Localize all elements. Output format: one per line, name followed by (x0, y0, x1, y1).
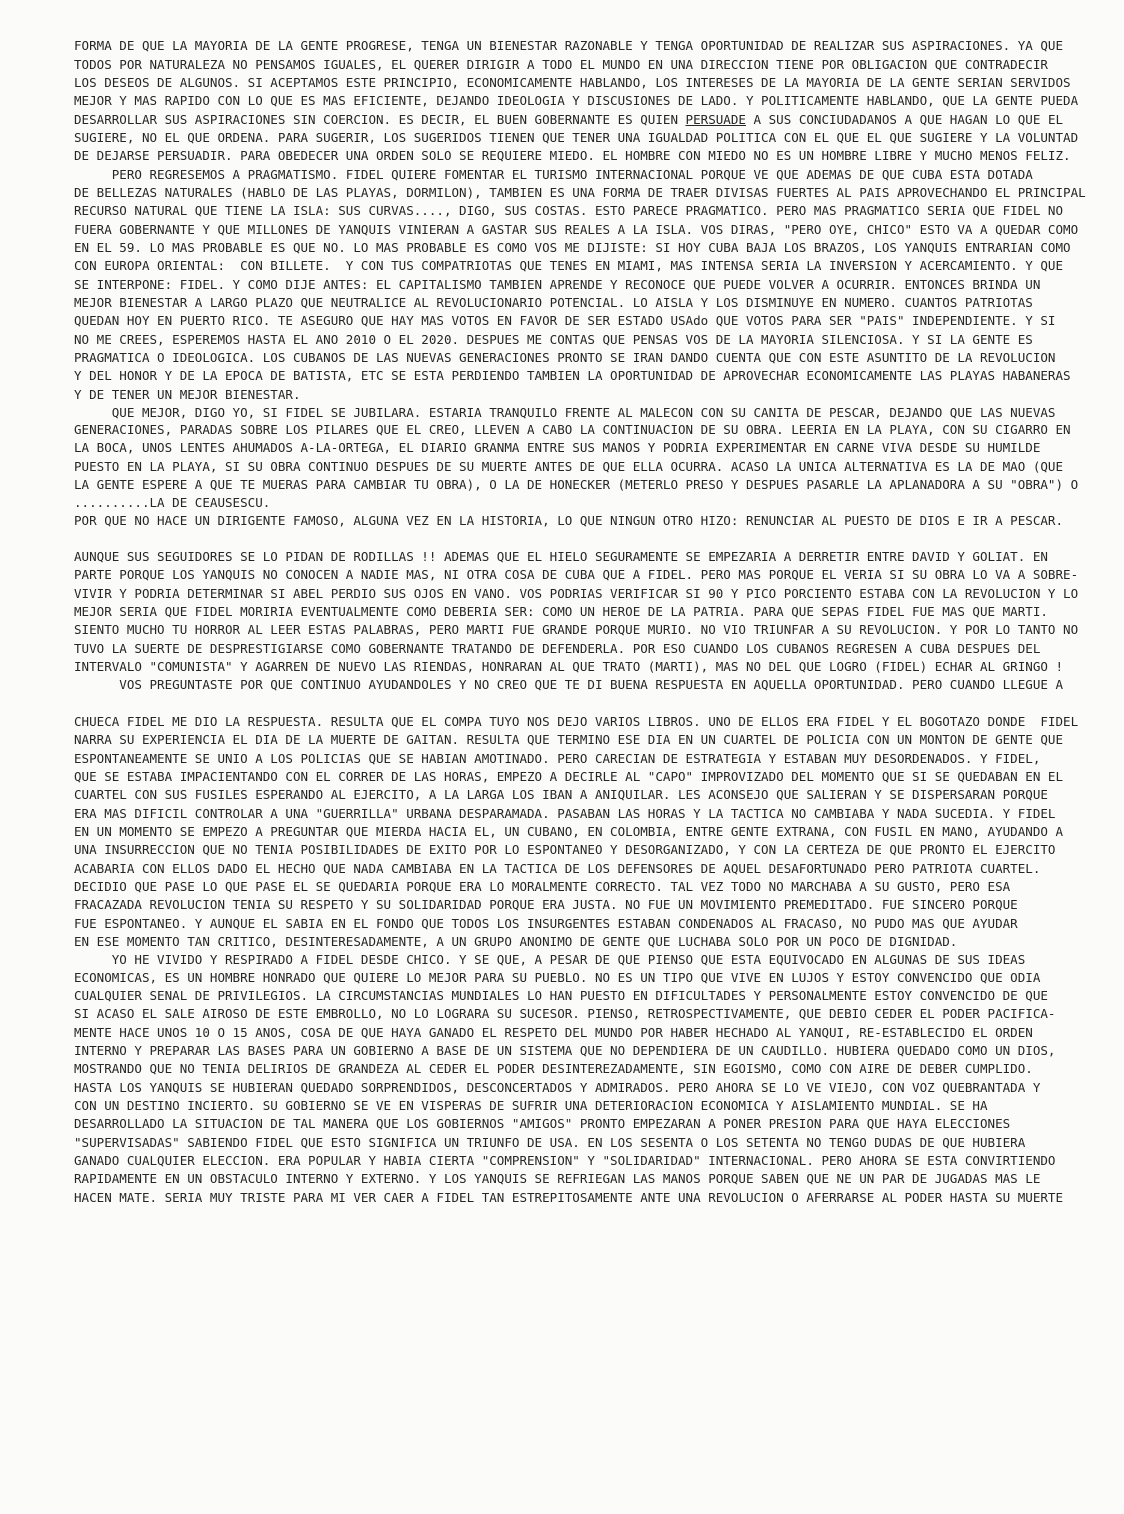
text-line: EN ESE MOMENTO TAN CRITICO, DESINTERESADAMENTE, A UN GRUPO ANONIMO DE GENTE QUE LUCHABA SOLO POR UN POCO DE DIGNIDAD. (74, 934, 958, 949)
text-line: CHUECA FIDEL ME DIO LA RESPUESTA. RESULTA QUE EL COMPA TUYO NOS DEJO VARIOS LIBROS. UNO DE ELLOS ERA FIDEL Y EL BOGOTAZO DONDE FIDEL (74, 714, 1079, 729)
text-line: CON UN DESTINO INCIERTO. SU GOBIERNO SE VE EN VISPERAS DE SUFRIR UNA DETERIORACION ECONOMICA Y AISLAMIENTO MUNDIAL. SE HA (74, 1098, 988, 1113)
text-line: DE BELLEZAS NATURALES (HABLO DE LAS PLAYAS, DORMILON), TAMBIEN ES UNA FORMA DE TRAER DIVISAS FUERTES AL PAIS APROVECHANDO EL PRINCIPAL (74, 185, 1086, 200)
text-line: DESARROLLADO LA SITUACION DE TAL MANERA QUE LOS GOBIERNOS "AMIGOS" PRONTO EMPEZARAN A PONER PRESION PARA QUE HAYA ELECCIONES (74, 1116, 1011, 1131)
text-line: GANADO CUALQUIER ELECCION. ERA POPULAR Y HABIA CIERTA "COMPRENSION" Y "SOLIDARIDAD" INTERNACIONAL. PERO AHORA SE ESTA CONVIRTIENDO (74, 1153, 1056, 1168)
text-line: RAPIDAMENTE EN UN OBSTACULO INTERNO Y EXTERNO. Y LOS YANQUIS SE REFRIEGAN LAS MANOS PORQUE SABEN QUE NE UN PAR DE JUGADAS MAS LE (74, 1171, 1041, 1186)
text-line: AUNQUE SUS SEGUIDORES SE LO PIDAN DE RODILLAS !! ADEMAS QUE EL HIELO SEGURAMENTE SE EMPEZARIA A DERRETIR ENTRE DAVID Y GOLIAT. EN (74, 549, 1048, 564)
text-line: SUGIERE, NO EL QUE ORDENA. PARA SUGERIR, LOS SUGERIDOS TIENEN QUE TENER UNA IGUALDAD POLITICA CON EL QUE EL QUE SUGIERE Y LA VOLUNTAD (74, 130, 1079, 145)
text-line: VOS PREGUNTASTE POR QUE CONTINUO AYUDANDOLES Y NO CREO QUE TE DI BUENA RESPUESTA EN AQUELLA OPORTUNIDAD. PERO CUANDO LLEGUE A (74, 677, 1064, 692)
text-line: CUALQUIER SENAL DE PRIVILEGIOS. LA CIRCUMSTANCIAS MUNDIALES LO HAN PUESTO EN DIFICULTADES Y PERSONALMENTE ESTOY CONVENCIDO DE QUE (74, 988, 1048, 1003)
text-line: PERO REGRESEMOS A PRAGMATISMO. FIDEL QUIERE FOMENTAR EL TURISMO INTERNACIONAL PORQUE VE QUE ADEMAS DE QUE CUBA ESTA DOTADA (74, 167, 1033, 182)
text-line: ECONOMICAS, ES UN HOMBRE HONRADO QUE QUIERE LO MEJOR PARA SU PUEBLO. NO ES UN TIPO QUE VIVE EN LUJOS Y ESTOY CONVENCIDO QUE ODIA (74, 970, 1041, 985)
text-line: CON EUROPA ORIENTAL: CON BILLETE. Y CON TUS COMPATRIOTAS QUE TENES EN MIAMI, MAS INTENSA SERIA LA INVERSION Y ACERCAMIENTO. Y QUE (74, 258, 1064, 273)
text-line: INTERNO Y PREPARAR LAS BASES PARA UN GOBIERNO A BASE DE UN SISTEMA QUE NO DEPENDIERA DE UN CAUDILLO. HUBIERA QUEDADO COMO UN DIOS, (74, 1043, 1056, 1058)
text-line: Y DEL HONOR Y DE LA EPOCA DE BATISTA, ETC SE ESTA PERDIENDO TAMBIEN LA OPORTUNIDAD DE APROVECHAR ECONOMICAMENTE LAS PLAYAS HABANERAS (74, 368, 1071, 383)
text-line: FUERA GOBERNANTE Y QUE MILLONES DE YANQUIS VINIERAN A GASTAR SUS REALES A LA ISLA. VOS DIRAS, "PERO OYE, CHICO" ESTO VA A QUEDAR COMO (74, 222, 1079, 237)
text-line: SIENTO MUCHO TU HORROR AL LEER ESTAS PALABRAS, PERO MARTI FUE GRANDE PORQUE MURIO. NO VIO TRIUNFAR A SU REVOLUCION. Y POR LO TANTO NO (74, 622, 1079, 637)
text-line: GENERACIONES, PARADAS SOBRE LOS PILARES QUE EL CREO, LLEVEN A CABO LA CONTINUACION DE SU OBRA. LEERIA EN LA PLAYA, CON SU CIGARRO EN (74, 422, 1071, 437)
text-line: LA GENTE ESPERE A QUE TE MUERAS PARA CAMBIAR TU OBRA), O LA DE HONECKER (METERLO PRESO Y DESPUES PASARLE LA APLANADORA A SU "OBRA") O (74, 477, 1079, 492)
text-line: DESARROLLAR SUS ASPIRACIONES SIN COERCION. ES DECIR, EL BUEN GOBERNANTE ES QUIEN PERSUADE A SUS CONCIUDADANOS A QUE HAGAN LO QUE EL (74, 112, 1064, 127)
text-line: DE DEJARSE PERSUADIR. PARA OBEDECER UNA ORDEN SOLO SE REQUIERE MIEDO. EL HOMBRE CON MIEDO NO ES UN HOMBRE LIBRE Y MUCHO MENOS FELIZ. (74, 148, 1071, 163)
text-line: ..........LA DE CEAUSESCU. (74, 495, 271, 510)
text-line: ESPONTANEAMENTE SE UNIO A LOS POLICIAS QUE SE HABIAN AMOTINADO. PERO CARECIAN DE ESTRATEGIA Y ESTABAN MUY DESORDENADOS. Y FIDEL, (74, 751, 1041, 766)
text-line: YO HE VIVIDO Y RESPIRADO A FIDEL DESDE CHICO. Y SE QUE, A PESAR DE QUE PIENSO QUE ESTA EQUIVOCADO EN ALGUNAS DE SUS IDEAS (74, 952, 1026, 967)
text-line: LA BOCA, UNOS LENTES AHUMADOS A-LA-ORTEGA, EL DIARIO GRANMA ENTRE SUS MANOS Y PODRIA EXPERIMENTAR EN CARNE VIVA DESDE SU HUMILDE (74, 440, 1041, 455)
text-line: QUEDAN HOY EN PUERTO RICO. TE ASEGURO QUE HAY MAS VOTOS EN FAVOR DE SER ESTADO USAdo QUE VOTOS PARA SER "PAIS" INDEPENDIENTE. Y SI (74, 313, 1056, 328)
text-line: HASTA LOS YANQUIS SE HUBIERAN QUEDADO SORPRENDIDOS, DESCONCERTADOS Y ADMIRADOS. PERO AHORA SE LO VE VIEJO, CON VOZ QUEBRANTADA Y (74, 1080, 1041, 1095)
underlined-word: PERSUADE (685, 112, 746, 127)
text-line: LOS DESEOS DE ALGUNOS. SI ACEPTAMOS ESTE PRINCIPIO, ECONOMICAMENTE HABLANDO, LOS INTERESES DE LA MAYORIA DE LA GENTE SERIAN SERVIDOS (74, 75, 1071, 90)
text-line: PARTE PORQUE LOS YANQUIS NO CONOCEN A NADIE MAS, NI OTRA COSA DE CUBA QUE A FIDEL. PERO MAS PORQUE EL VERIA SI SU OBRA LO VA A SOBRE- (74, 567, 1079, 582)
text-line: FORMA DE QUE LA MAYORIA DE LA GENTE PROGRESE, TENGA UN BIENESTAR RAZONABLE Y TENGA OPORTUNIDAD DE REALIZAR SUS ASPIRACIONES. YA QUE (74, 38, 1064, 53)
text-line: HACEN MATE. SERIA MUY TRISTE PARA MI VER CAER A FIDEL TAN ESTREPITOSAMENTE ANTE UNA REVOLUCION O AFERRARSE AL PODER HASTA SU MUERTE (74, 1190, 1064, 1205)
text-line: SI ACASO EL SALE AIROSO DE ESTE EMBROLLO, NO LO LOGRARA SU SUCESOR. PIENSO, RETROSPECTIVAMENTE, QUE DEBIO CEDER EL PODER PACIFICA- (74, 1006, 1056, 1021)
text-line: NARRA SU EXPERIENCIA EL DIA DE LA MUERTE DE GAITAN. RESULTA QUE TERMINO ESE DIA EN UN CUARTEL DE POLICIA CON UN MONTON DE GENTE QUE (74, 732, 1064, 747)
text-line: MEJOR Y MAS RAPIDO CON LO QUE ES MAS EFICIENTE, DEJANDO IDEOLOGIA Y DISCUSIONES DE LADO. Y POLITICAMENTE HABLANDO, QUE LA GENTE PUEDA (74, 93, 1079, 108)
text-line: NO ME CREES, ESPEREMOS HASTA EL ANO 2010 O EL 2020. DESPUES ME CONTAS QUE PENSAS VOS DE LA MAYORIA SILENCIOSA. Y SI LA GENTE ES (74, 332, 1033, 347)
text-line: PUESTO EN LA PLAYA, SI SU OBRA CONTINUO DESPUES DE SU MUERTE ANTES DE QUE ELLA OCURRA. ACASO LA UNICA ALTERNATIVA ES LA DE MAO (QUE (74, 459, 1064, 474)
text-line: "SUPERVISADAS" SABIENDO FIDEL QUE ESTO SIGNIFICA UN TRIUNFO DE USA. EN LOS SESENTA O LOS SETENTA NO TENGO DUDAS DE QUE HUBIERA (74, 1135, 1026, 1150)
text-line: UNA INSURRECCION QUE NO TENIA POSIBILIDADES DE EXITO POR LO ESPONTANEO Y DESORGANIZADO, Y CON LA CERTEZA DE QUE PRONTO EL EJERCITO (74, 842, 1056, 857)
text-line: PRAGMATICA O IDEOLOGICA. LOS CUBANOS DE LAS NUEVAS GENERACIONES PRONTO SE IRAN DANDO CUENTA QUE CON ESTE ASUNTITO DE LA REVOLUCION (74, 350, 1056, 365)
text-line: MEJOR SERIA QUE FIDEL MORIRIA EVENTUALMENTE COMO DEBERIA SER: COMO UN HEROE DE LA PATRIA. PARA QUE SEPAS FIDEL FUE MAS QUE MARTI. (74, 604, 1048, 619)
text-line: TUVO LA SUERTE DE DESPRESTIGIARSE COMO GOBERNANTE TRATANDO DE DEFENDERLA. POR ESO CUANDO LOS CUBANOS REGRESEN A CUBA DESPUES DEL (74, 641, 1041, 656)
text-line: QUE MEJOR, DIGO YO, SI FIDEL SE JUBILARA. ESTARIA TRANQUILO FRENTE AL MALECON CON SU CANITA DE PESCAR, DEJANDO QUE LAS NUEVAS (74, 405, 1056, 420)
text-line: MEJOR BIENESTAR A LARGO PLAZO QUE NEUTRALICE AL REVOLUCIONARIO POTENCIAL. LO AISLA Y LOS DISMINUYE EN NUMERO. CUANTOS PATRIOTAS (74, 295, 1033, 310)
text-line: Y DE TENER UN MEJOR BIENESTAR. (74, 387, 301, 402)
text-line: EN UN MOMENTO SE EMPEZO A PREGUNTAR QUE MIERDA HACIA EL, UN CUBANO, EN COLOMBIA, ENTRE GENTE EXTRANA, CON FUSIL EN MANO, AYUDANDO A (74, 824, 1064, 839)
text-line: POR QUE NO HACE UN DIRIGENTE FAMOSO, ALGUNA VEZ EN LA HISTORIA, LO QUE NINGUN OTRO HIZO: RENUNCIAR AL PUESTO DE DIOS E IR A PESCAR. (74, 513, 1064, 528)
text-line: RECURSO NATURAL QUE TIENE LA ISLA: SUS CURVAS...., DIGO, SUS COSTAS. ESTO PARECE PRAGMATICO. PERO MAS PRAGMATICO SERIA QUE FIDEL NO (74, 203, 1064, 218)
text-line: DECIDIO QUE PASE LO QUE PASE EL SE QUEDARIA PORQUE ERA LO MORALMENTE CORRECTO. TAL VEZ TODO NO MARCHABA A SU GUSTO, PERO ESA (74, 879, 1011, 894)
text-line: CUARTEL CON SUS FUSILES ESPERANDO AL EJERCITO, A LA LARGA LOS IBAN A ANIQUILAR. LES ACONSEJO QUE SALIERAN Y SE DISPERSARAN PORQUE (74, 787, 1048, 802)
text-line: ERA MAS DIFICIL CONTROLAR A UNA "GUERRILLA" URBANA DESPARAMADA. PASABAN LAS HORAS Y LA TACTICA NO CAMBIABA Y NADA SUCEDIA. Y FIDEL (74, 806, 1056, 821)
text-line: TODOS POR NATURALEZA NO PENSAMOS IGUALES, EL QUERER DIRIGIR A TODO EL MUNDO EN UNA DIRECCION TIENE POR OBLIGACION QUE CONTRADECIR (74, 57, 1048, 72)
text-line: INTERVALO "COMUNISTA" Y AGARREN DE NUEVO LAS RIENDAS, HONRARAN AL QUE TRATO (MARTI), MAS NO DEL QUE LOGRO (FIDEL) ECHAR AL GRINGO ! (74, 659, 1064, 674)
text-line: FUE ESPONTANEO. Y AUNQUE EL SABIA EN EL FONDO QUE TODOS LOS INSURGENTES ESTABAN CONDENADOS AL FRACASO, NO PUDO MAS QUE AYUDAR (74, 916, 1018, 931)
text-line: MENTE HACE UNOS 10 O 15 ANOS, COSA DE QUE HAYA GANADO EL RESPETO DEL MUNDO POR HABER HECHADO AL YANQUI, RE-ESTABLECIDO EL ORDEN (74, 1025, 1033, 1040)
text-line: QUE SE ESTABA IMPACIENTANDO CON EL CORRER DE LAS HORAS, EMPEZO A DECIRLE AL "CAPO" IMPROVIZADO DEL MOMENTO QUE SI SE QUEDABAN EN EL (74, 769, 1064, 784)
text-line: VIVIR Y PODRIA DETERMINAR SI ABEL PERDIO SUS OJOS EN VANO. VOS PODRIAS VERIFICAR SI 90 Y PICO PORCIENTO ESTABA CON LA REVOLUCION Y LO (74, 586, 1079, 601)
text-line: SE INTERPONE: FIDEL. Y COMO DIJE ANTES: EL CAPITALISMO TAMBIEN APRENDE Y RECONOCE QUE PUEDE VOLVER A OCURRIR. ENTONCES BRINDA UN (74, 277, 1041, 292)
text-line: FRACAZADA REVOLUCION TENIA SU RESPETO Y SU SOLIDARIDAD PORQUE ERA JUSTA. NO FUE UN MOVIMIENTO PREMEDITADO. FUE SINCERO PORQUE (74, 897, 1018, 912)
text-line: ACABARIA CON ELLOS DADO EL HECHO QUE NADA CAMBIABA EN LA TACTICA DE LOS DEFENSORES DE AQUEL DESAFORTUNADO PERO PATRIOTA CUARTEL. (74, 861, 1041, 876)
text-line: EN EL 59. LO MAS PROBABLE ES QUE NO. LO MAS PROBABLE ES COMO VOS ME DIJISTE: SI HOY CUBA BAJA LOS BRAZOS, LOS YANQUIS ENTRARIAN COMO (74, 240, 1071, 255)
text-line: MOSTRANDO QUE NO TENIA DELIRIOS DE GRANDEZA AL CEDER EL PODER DESINTEREZADAMENTE, SIN EGOISMO, COMO CON AIRE DE DEBER CUMPLIDO. (74, 1061, 1033, 1076)
